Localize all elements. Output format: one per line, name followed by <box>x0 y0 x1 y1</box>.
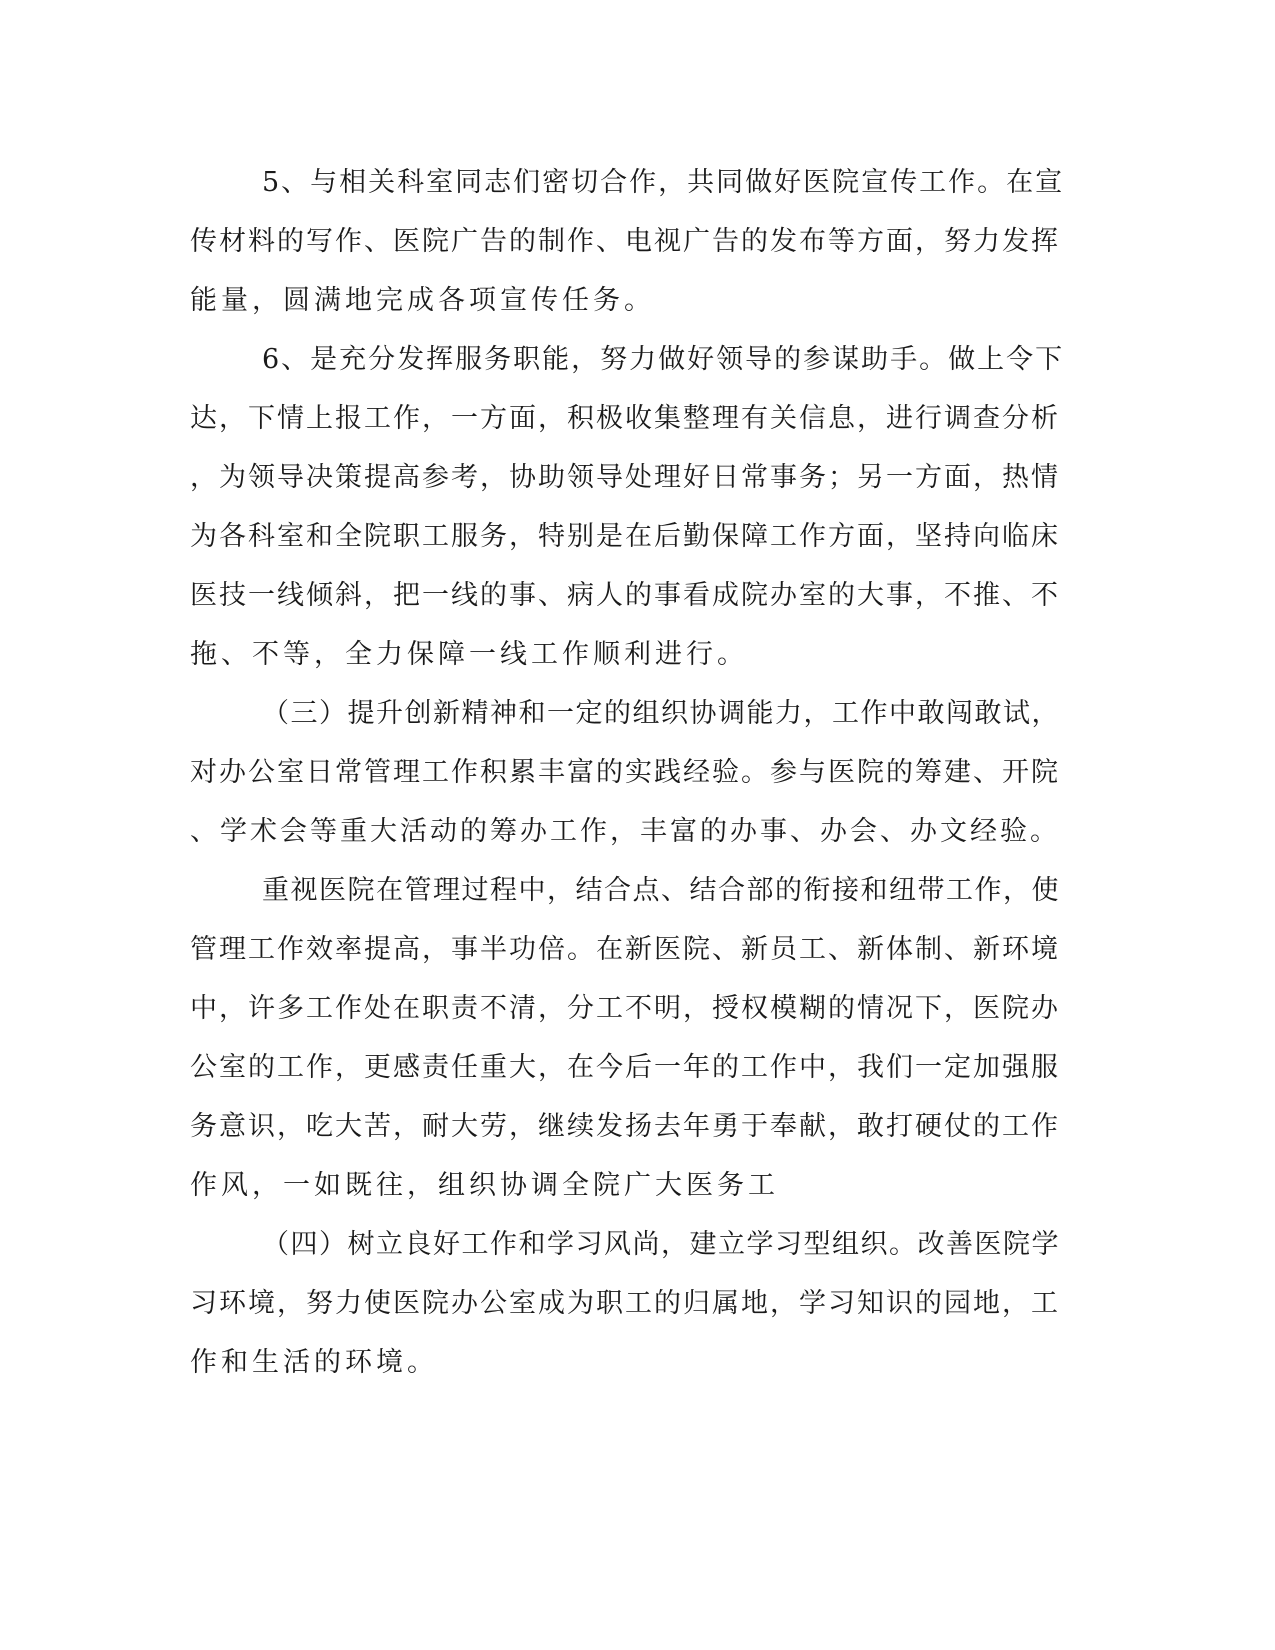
paragraph-management-line-2: 管理工作效率提高，事半功倍。在新医院、新员工、新体制、新环境 <box>190 934 1060 965</box>
section-3-line-1: （三）提升创新精神和一定的组织协调能力，工作中敢闯敢试， <box>262 698 1060 729</box>
paragraph-management-line-4: 公室的工作，更感责任重大，在今后一年的工作中，我们一定加强服 <box>190 1052 1060 1083</box>
section-4-line-3: 作和生活的环境。 <box>190 1347 438 1378</box>
section-3-line-3: 、学术会等重大活动的筹办工作，丰富的办事、办会、办文经验。 <box>190 816 1060 847</box>
paragraph-management-line-1: 重视医院在管理过程中，结合点、结合部的衔接和纽带工作，使 <box>262 875 1060 906</box>
paragraph-6-line-6: 拖、不等，全力保障一线工作顺利进行。 <box>190 639 748 670</box>
paragraph-5-line-2: 传材料的写作、医院广告的制作、电视广告的发布等方面，努力发挥 <box>190 226 1060 257</box>
paragraph-5-line-1: 5、与相关科室同志们密切合作，共同做好医院宣传工作。在宣 <box>262 167 1065 198</box>
paragraph-5-line-3: 能量，圆满地完成各项宣传任务。 <box>190 285 655 316</box>
paragraph-6-line-5: 医技一线倾斜，把一线的事、病人的事看成院办室的大事，不推、不 <box>190 580 1060 611</box>
section-3-line-2: 对办公室日常管理工作积累丰富的实践经验。参与医院的筹建、开院 <box>190 757 1060 788</box>
section-4-line-1: （四）树立良好工作和学习风尚，建立学习型组织。改善医院学 <box>262 1229 1060 1260</box>
paragraph-6-line-2: 达，下情上报工作，一方面，积极收集整理有关信息，进行调查分析 <box>190 403 1060 434</box>
paragraph-management-line-5: 务意识，吃大苦，耐大劳，继续发扬去年勇于奉献，敢打硬仗的工作 <box>190 1111 1060 1142</box>
paragraph-6-line-1: 6、是充分发挥服务职能，努力做好领导的参谋助手。做上令下 <box>262 344 1065 375</box>
paragraph-management-line-3: 中，许多工作处在职责不清，分工不明，授权模糊的情况下，医院办 <box>190 993 1060 1024</box>
paragraph-6-line-3: ，为领导决策提高参考，协助领导处理好日常事务；另一方面，热情 <box>190 462 1060 493</box>
section-4-line-2: 习环境，努力使医院办公室成为职工的归属地，学习知识的园地，工 <box>190 1288 1060 1319</box>
paragraph-6-line-4: 为各科室和全院职工服务，特别是在后勤保障工作方面，坚持向临床 <box>190 521 1060 552</box>
paragraph-management-line-6: 作风，一如既往，组织协调全院广大医务工 <box>190 1170 779 1201</box>
